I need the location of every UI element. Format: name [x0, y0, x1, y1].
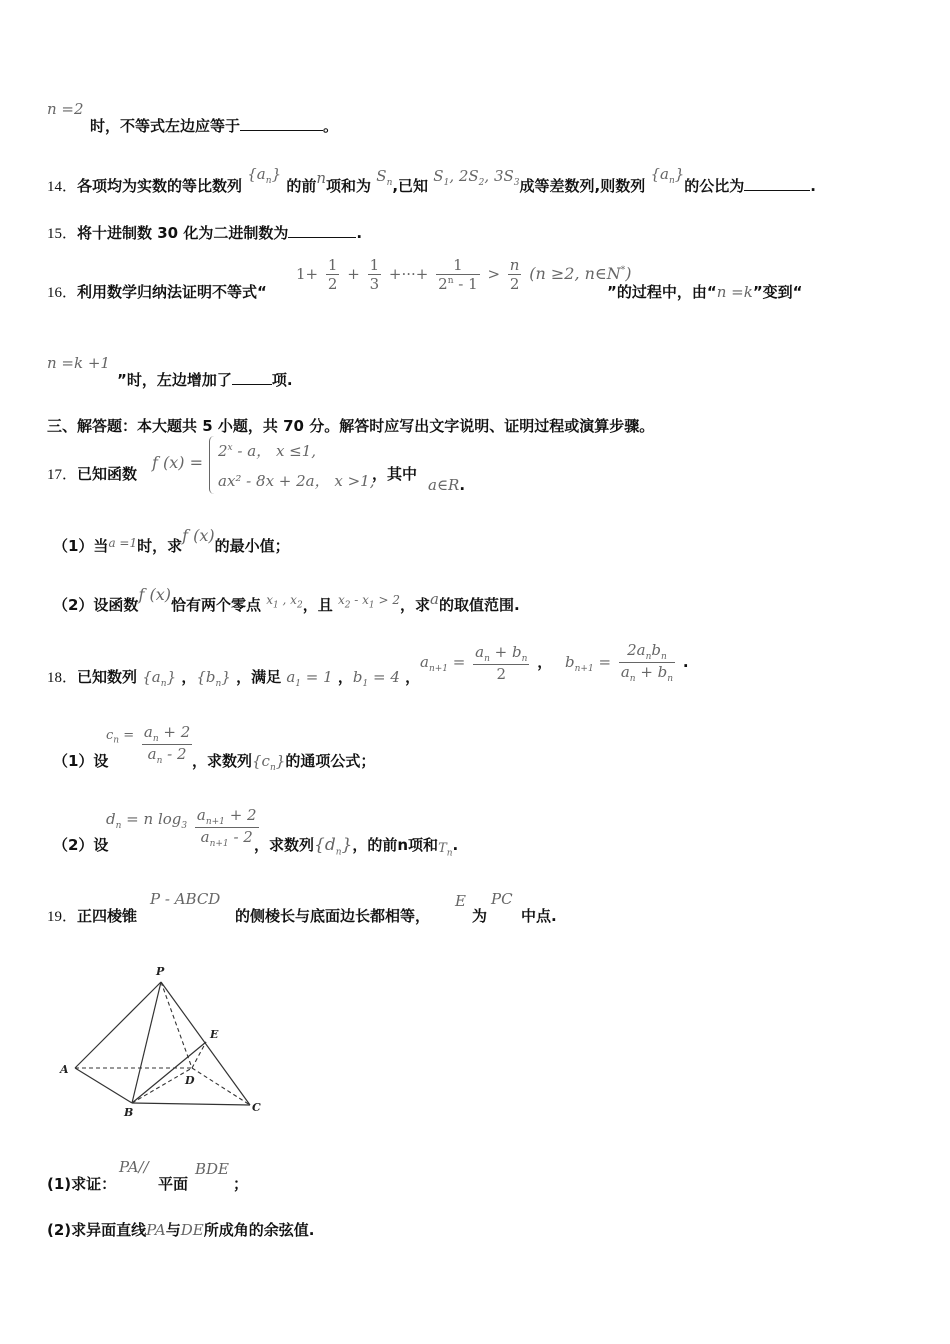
q17-part-1: （1）当$^{a =1}$时，求f (x)的最小值； [53, 526, 290, 555]
q19-part-1-text: 平面 [158, 1175, 189, 1193]
q18-part-2: （2）设 [53, 836, 109, 854]
pyramid-figure [55, 960, 275, 1120]
q16-nk1: n =k +1 [47, 354, 110, 372]
question-17: 17．已知函数 [47, 465, 138, 483]
q16-text-2: ”的过程中，由“n =k”变到“ [607, 283, 803, 301]
answer-blank [232, 372, 272, 385]
edge-PD [161, 982, 192, 1068]
edge-AB [75, 1068, 132, 1103]
q17-aR: a∈R. [428, 476, 466, 494]
edge-PA [75, 982, 161, 1068]
label-C: C [252, 1101, 261, 1114]
q13-condition: n =2 [47, 100, 84, 118]
q17-case-1: 2$^x$ - a， x ≤1, [218, 442, 317, 460]
q19-part-1: (1)求证： [47, 1175, 117, 1193]
section-3-title: 三、解答题：本大题共 5 小题，共 70 分。解答时应写出文字说明、证明过程或演算步骤。 [47, 417, 655, 435]
q19-pa-parallel: PA// [119, 1158, 149, 1176]
q18-dn-def: $d_n = n$ $\log_3$ $\frac{a_{n+1} + 2}{a_{n+1} - 2}$ [106, 806, 257, 849]
q18-part-1-text: ，求数列$\{c_n\}$的通项公式； [192, 752, 376, 773]
edge-BE [132, 1042, 206, 1103]
question-19: 19．正四棱锥 [47, 907, 138, 925]
q19-pyramid: P - ABCD [150, 890, 221, 908]
question-15: 15．将十进制数 30 化为二进制数为 . [47, 224, 363, 242]
edge-BD [132, 1068, 192, 1103]
label-E: E [210, 1028, 219, 1041]
question-14: 14．各项均为实数的等比数列 $\{a_n\}$ 的前n项和为 $S_n$,已知 $S_1$, $2S_2$, $3S_3$成等差数列,则数列 $\{a_n\}$的公比为 . [47, 165, 816, 195]
q19-text-4: 中点. [521, 907, 557, 925]
piecewise-brace [209, 436, 214, 494]
q17-part-2: （2）设函数f (x)恰有两个零点 $^{x_1 , x_2}$，且 $^{x_2 - x_1 > 2}$，求a的取值范围. [53, 585, 520, 614]
edge-DE [192, 1042, 206, 1068]
q19-part-2: (2)求异面直线PA与DE所成角的余弦值. [47, 1221, 315, 1239]
q19-E: E [455, 892, 466, 910]
q17-fx: f (x) = [152, 453, 204, 472]
label-D: D [185, 1074, 195, 1087]
question-18: 18．已知数列 $\{a_n\}$ ，$\{b_n\}$ ，满足 $a_1 = 1$ ，$b_1 = 4$ ， [47, 668, 421, 689]
label-A: A [60, 1063, 69, 1076]
question-16: 16．利用数学归纳法证明不等式“ [47, 283, 267, 301]
q17-case-2: ax² - 8x + 2a， x >1, [218, 472, 375, 490]
label-P: P [156, 965, 165, 978]
edge-DC [192, 1068, 250, 1105]
answer-blank [288, 225, 356, 238]
edge-PB [132, 982, 161, 1103]
label-B: B [124, 1106, 134, 1119]
q17-text-2: ，其中 [372, 465, 418, 483]
edge-PC [161, 982, 250, 1105]
q19-part-1-end: ； [233, 1175, 249, 1193]
q16-text-3: ”时，左边增加了 项. [117, 371, 293, 389]
answer-blank [744, 178, 810, 191]
q13-text: 时，不等式左边应等于 。 [90, 117, 339, 135]
q19-text-3: 为 [472, 907, 488, 925]
q19-bde: BDE [195, 1160, 229, 1178]
q19-text-2: 的侧棱长与底面边长都相等， [235, 907, 431, 925]
q18-cn-def: $c_n$ = $\frac{a_n + 2}{a_n - 2}$ [106, 723, 191, 766]
q18-part-2-text: ，求数列$\{d_n\}$，的前n项和$T_n$. [254, 835, 459, 859]
q18-recurrence: $a_{n+1}$ = $\frac{a_n + b_n}{2}$ ， $b_{n+1}$ = $\frac{2a_nb_n}{a_n + b_n}$ . [420, 641, 689, 684]
answer-blank [240, 118, 323, 131]
q18-part-1: （1）设 [53, 752, 109, 770]
q16-inequality: 1+ $\frac{1}{2}$ + $\frac{1}{3}$ +···+ $\frac{1}{2^n - 1}$ > $\frac{n}{2}$ (n ≥2, n∈N*) [296, 256, 632, 293]
edge-BC [132, 1103, 250, 1105]
q19-PC: PC [491, 890, 513, 908]
